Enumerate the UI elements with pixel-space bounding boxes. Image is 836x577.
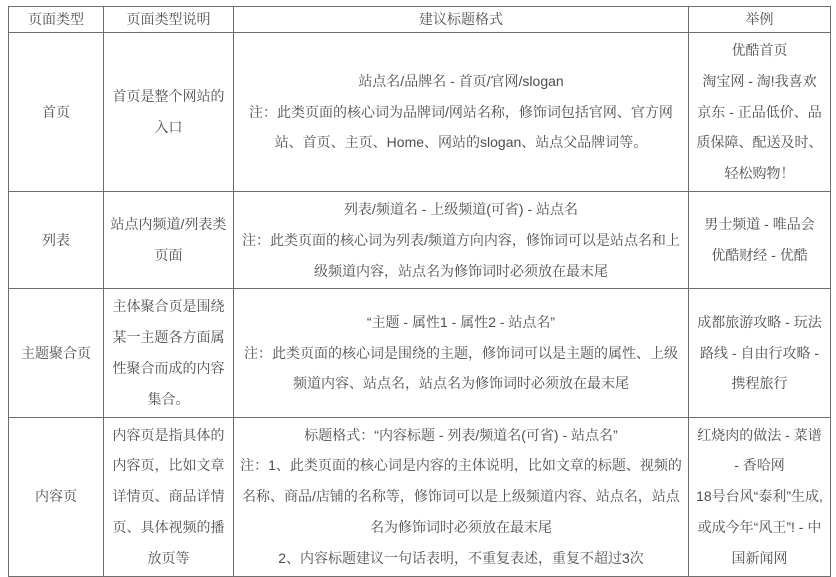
cell-description: 站点内频道/列表类页面 [104,191,234,288]
table-row-list [9,191,831,288]
format-line: 标题格式：“内容标题 - 列表/频道名(可省) - 站点名” [304,426,618,443]
cell-examples [689,191,831,288]
cell-examples [689,417,831,576]
cell-examples [689,33,831,192]
header-row [9,7,831,33]
format-note: 注：此类页面的核心词为列表/频道方向内容，修饰词可以是站点名和上级频道内容，站点名为修饰词时必须放在最末尾 [242,231,680,279]
format-note: 注：1、此类页面的核心词是内容的主体说明，比如文章的标题、视频的名称、商品/店铺的名称等，修饰词可以是上级频道内容、站点名，站点名为修饰词时必须放在最末尾 [240,457,682,535]
cell-type: 首页 [9,33,104,192]
example-item: 成都旅游攻略 - 玩法路线 - 自由行攻略 - 携程旅行 [697,313,822,392]
example-item: 京东 - 正品低价、品质保障、配送及时、轻松购物！ [696,103,823,182]
table-row-topic-aggregation [9,289,831,417]
table-row-content-page [9,417,831,576]
format-note: 注：此类页面的核心词是围绕的主题，修饰词可以是主题的属性、上级频道内容、站点名，站点名为修饰词时必须放在最末尾 [244,344,678,392]
header-page-type: 页面类型 [9,7,104,33]
table-row-homepage [9,33,831,192]
format-line: 列表/频道名 - 上级频道(可省) - 站点名 [343,200,579,217]
cell-type: 内容页 [9,417,104,576]
header-title-format: 建议标题格式 [234,7,689,33]
cell-format [234,289,689,417]
format-line: 站点名/品牌名 - 首页/官网/slogan [358,72,564,89]
format-line: “主题 - 属性1 - 属性2 - 站点名” [366,313,556,330]
example-item: 淘宝网 - 淘!我喜欢 [702,72,817,89]
cell-description: 内容页是指具体的内容页，比如文章详情页、商品详情页、具体视频的播放页等 [104,417,234,576]
cell-description: 首页是整个网站的入口 [104,33,234,192]
example-item: 优酷首页 [731,42,788,58]
cell-format [234,191,689,288]
header-examples: 举例 [689,7,831,33]
cell-format [234,417,689,576]
cell-format [234,33,689,192]
header-page-type-desc: 页面类型说明 [104,7,234,33]
example-item: 优酷财经 - 优酷 [711,247,808,264]
title-format-spec-table [8,6,831,577]
example-item: 18号台风“泰利”生成,或成今年“风王”! - 中国新闻网 [696,488,823,566]
cell-examples [689,289,831,417]
cell-type: 主题聚合页 [9,289,104,417]
example-item: 红烧肉的做法 - 菜谱 - 香哈网 [697,426,822,474]
example-item: 男士频道 - 唯品会 [704,216,815,233]
format-note: 注：此类页面的核心词为品牌词/网站名称，修饰词包括官网、官方网站、首页、主页、Home、网站的slogan、站点父品牌词等。 [249,103,673,151]
cell-description: 主体聚合页是围绕某一主题各方面属性聚合而成的内容集合。 [104,289,234,417]
format-note: 2、内容标题建议一句话表明，不重复表述，重复不超过3次 [278,549,644,566]
cell-type: 列表 [9,191,104,288]
